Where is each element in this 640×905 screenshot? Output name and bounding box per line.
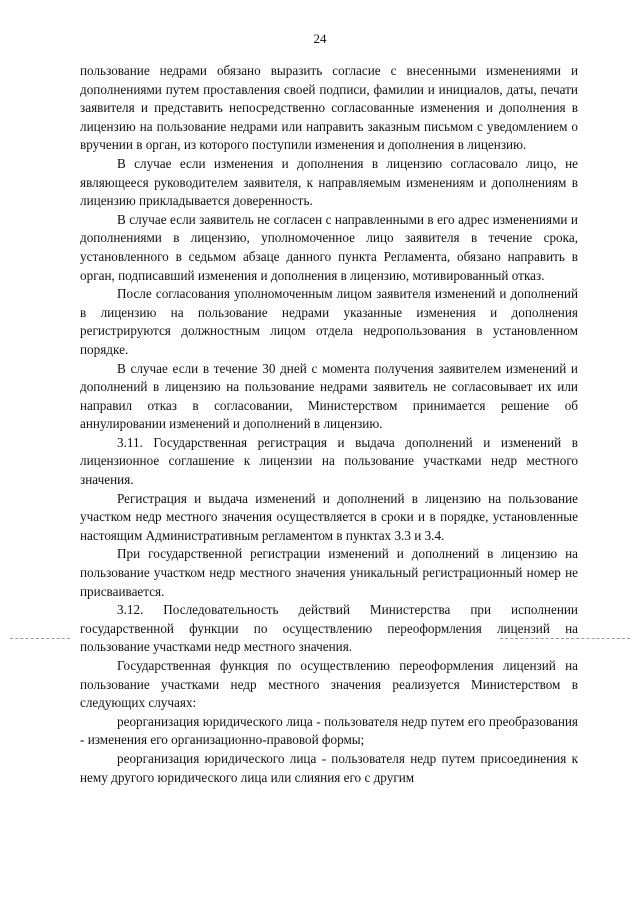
section-heading-3-11: 3.11. Государственная регистрация и выдача дополнений и изменений в лицензионное соглашение к лицензии на пользование участками недр местного значения.: [80, 434, 578, 488]
paragraph: При государственной регистрации изменений и дополнений в лицензию на пользование участком недр местного значения уникальный регистрационный номер не присваивается.: [80, 546, 578, 599]
paragraph: Регистрация и выдача изменений и дополнений в лицензию на пользование участком недр местного значения осуществляется в сроки и в порядке, установленные настоящим Административным регламентом в пунктах 3.3 и 3.4.: [80, 490, 578, 543]
scan-artifact-line-left: [10, 638, 70, 639]
paragraph: пользование недрами обязано выразить согласие с внесенными изменениями и дополнениями путем проставления своей подписи, фамилии и инициалов, даты, печати заявителя и представить непосредственно согласованные изменения и дополнения в лицензию на пользование недрами или направить заказным письмом с уведомлением о вручении в орган, из которого поступили изменения и дополнения в лицензию.: [80, 63, 578, 153]
paragraph: В случае если в течение 30 дней с момента получения заявителем изменений и дополнений в лицензию на пользование недрами заявитель не согласовывает их или направил отказ в согласовании, Министерством принимается решение об аннулировании изменений и дополнений в лицензию.: [80, 360, 578, 432]
scan-artifact-line-right: [500, 638, 630, 639]
document-body: [80, 62, 578, 787]
section-heading-3-12: 3.12. Последовательность действий Министерства при исполнении государственной функции по осуществлению переоформления лицензий на пользование участками недр местного значения.: [80, 602, 578, 655]
list-item: реорганизация юридического лица - пользователя недр путем его преобразования - изменения его организационно-правовой формы;: [80, 713, 578, 748]
paragraph: Государственная функция по осуществлению переоформления лицензий на пользование участками недр местного значения реализуется Министерством в следующих случаях:: [80, 658, 578, 711]
paragraph: В случае если заявитель не согласен с направленными в его адрес изменениями и дополнениями в лицензию, уполномоченное лицо заявителя в течение срока, установленного в седьмом абзаце данного пункта Регламента, обязано направить в орган, подписавший изменения и дополнения в лицензию, мотивированный отказ.: [80, 211, 578, 283]
list-item: реорганизация юридического лица - пользователя недр путем присоединения к нему другого юридического лица или слияния его с другим: [80, 750, 578, 785]
paragraph: После согласования уполномоченным лицом заявителя изменений и дополнений в лицензию на пользование недрами указанные изменения и дополнения регистрируются должностным лицом отдела недропользования в установленном порядке.: [80, 286, 578, 357]
page-number: 24: [313, 31, 327, 46]
paragraph: В случае если изменения и дополнения в лицензию согласовало лицо, не являющееся руководителем заявителя, к направляемым изменениям и дополнениям в лицензию прикладывается доверенность.: [80, 155, 578, 209]
